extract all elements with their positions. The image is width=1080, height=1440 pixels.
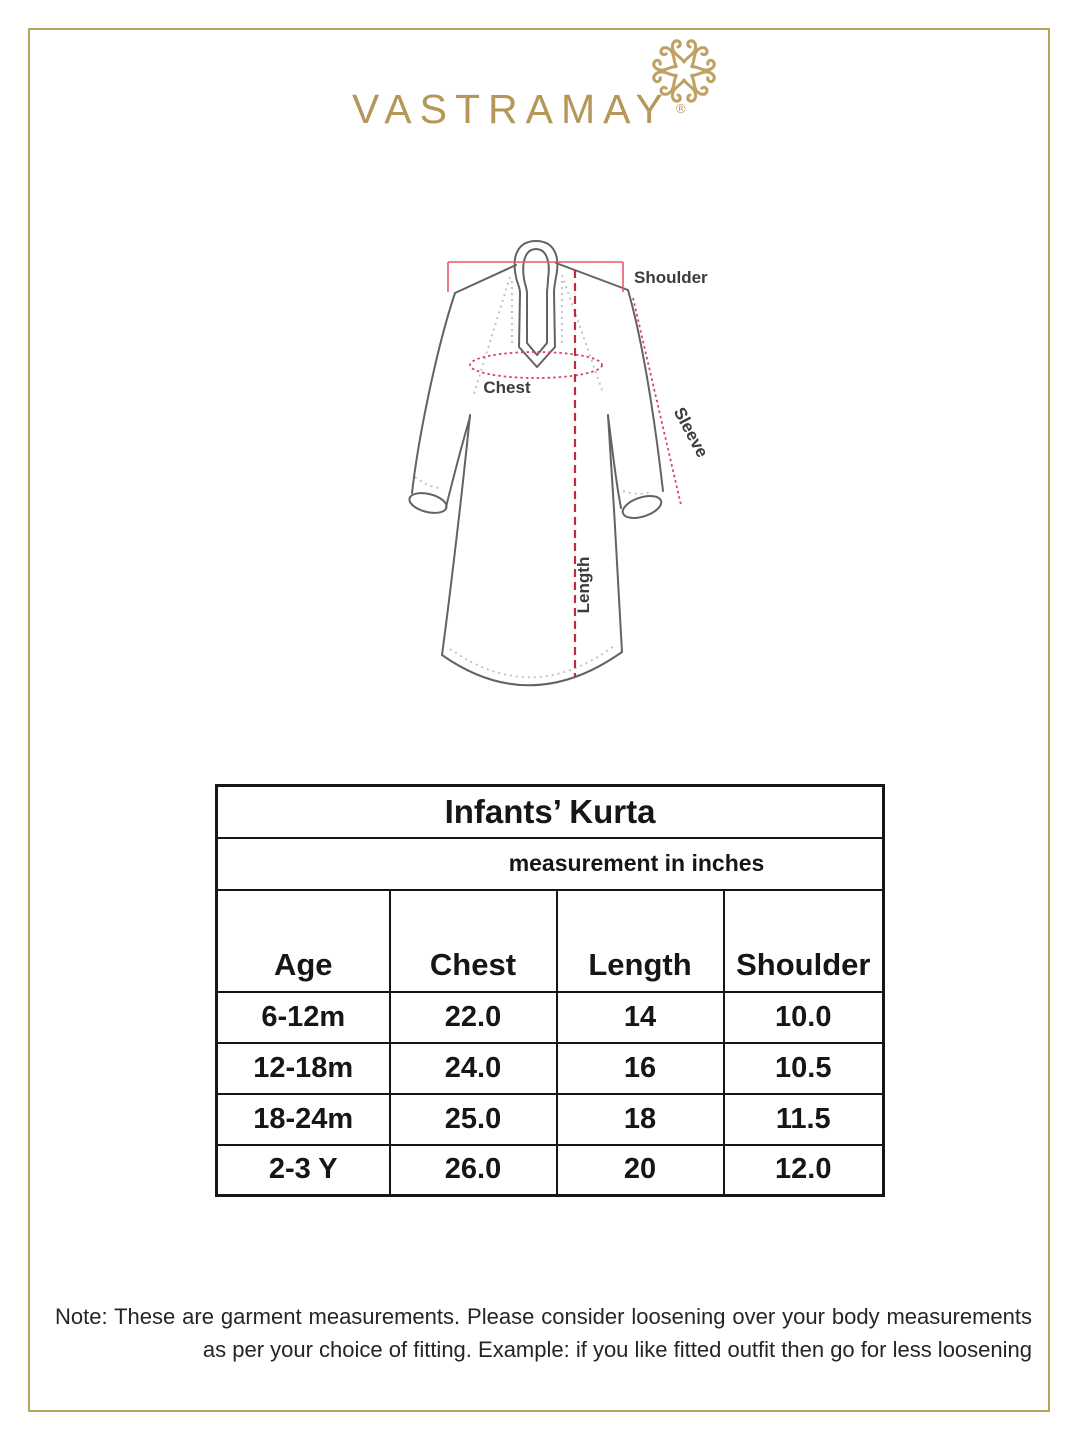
table-row (217, 1043, 884, 1094)
shoulder-cell: 11.5 (724, 1094, 884, 1145)
collar-placket-inner (523, 249, 549, 355)
measurement-lines (448, 262, 681, 677)
shoulder-cell: 10.0 (724, 992, 884, 1043)
table-header-row (217, 890, 884, 992)
note-line-2: as per your choice of fitting. Example: if you like fitted outfit then go for less loosening (202, 1337, 1032, 1362)
chest-cell: 22.0 (390, 992, 557, 1043)
collar-placket-outer (515, 241, 558, 367)
length-cell: 18 (557, 1094, 724, 1145)
table-row (217, 1145, 884, 1196)
shoulder-measure-line (448, 262, 623, 292)
chest-cell: 26.0 (390, 1145, 557, 1196)
table-subtitle-row (217, 838, 884, 890)
shoulder-label: Shoulder (634, 268, 708, 287)
sleeve-measure-line (633, 298, 681, 505)
column-header-chest: Chest (390, 890, 557, 992)
table-row (217, 992, 884, 1043)
table-subtitle: measurement in inches (508, 850, 765, 876)
chest-cell: 25.0 (390, 1094, 557, 1145)
note-line-1: Note: These are garment measurements. Please consider loosening over your body measurements (55, 1304, 1032, 1329)
measurement-note (55, 1300, 1032, 1366)
age-cell: 6-12m (217, 992, 390, 1043)
length-label: Length (574, 556, 593, 614)
kurta-measurement-diagram (370, 225, 730, 735)
length-cell: 14 (557, 992, 724, 1043)
size-chart-table (215, 784, 885, 1197)
length-cell: 20 (557, 1145, 724, 1196)
age-cell: 18-24m (217, 1094, 390, 1145)
table-title: Infants’ Kurta (217, 786, 884, 838)
kurta-outline (407, 241, 664, 685)
column-header-age: Age (217, 890, 390, 992)
length-cell: 16 (557, 1043, 724, 1094)
table-title-row (217, 786, 884, 838)
column-header-length: Length (557, 890, 724, 992)
registered-trademark: ® (676, 101, 686, 116)
shoulder-cell: 10.5 (724, 1043, 884, 1094)
age-cell: 2-3 Y (217, 1145, 390, 1196)
chest-cell: 24.0 (390, 1043, 557, 1094)
age-cell: 12-18m (217, 1043, 390, 1094)
brand-wordmark: VASTRAMAY (352, 86, 671, 132)
column-header-shoulder: Shoulder (724, 890, 884, 992)
brand-emblem-icon (646, 33, 722, 109)
table-row (217, 1094, 884, 1145)
sleeve-label: Sleeve (669, 404, 712, 461)
chest-label: Chest (483, 378, 531, 397)
shoulder-cell: 12.0 (724, 1145, 884, 1196)
